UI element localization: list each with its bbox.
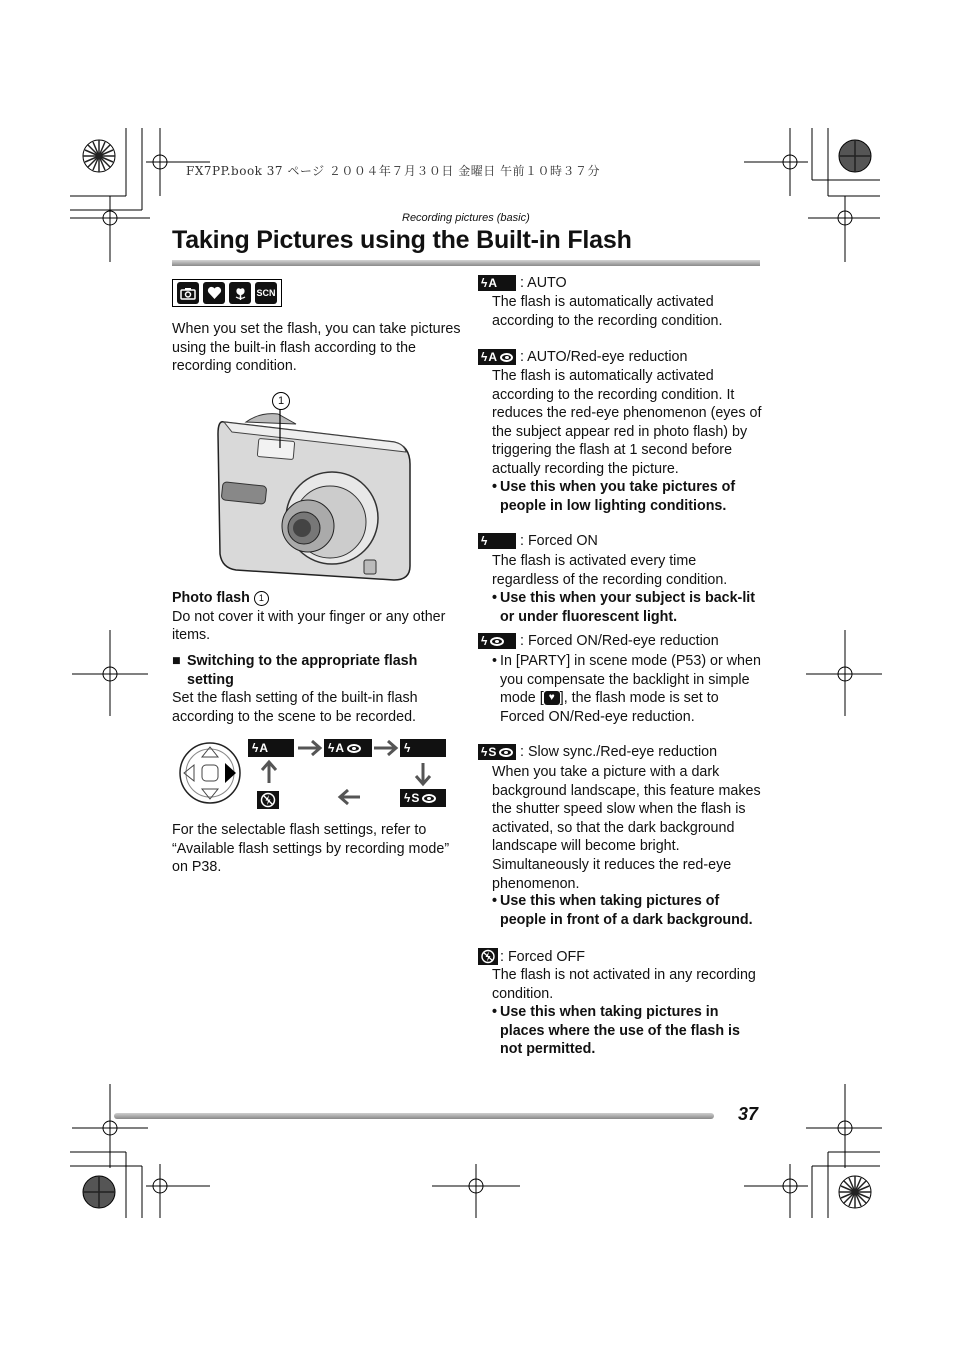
intro-text: When you set the flash, you can take pictures using the built-in flash according to the recording condition. xyxy=(172,321,461,375)
diagram-auto-redeye-badge: ϟA xyxy=(324,739,372,757)
eye-icon xyxy=(499,748,513,757)
title-rule xyxy=(172,260,760,266)
flash-forced-on-redeye-badge: ϟ xyxy=(478,633,516,649)
bottom-rule xyxy=(114,1113,714,1119)
forced-on-redeye-row xyxy=(478,633,719,649)
callout-1: 1 xyxy=(272,392,290,410)
forced-on-redeye-label: : Forced ON/Red-eye reduction xyxy=(520,633,719,649)
forced-on-row xyxy=(478,533,598,549)
bullet-dot: • xyxy=(492,653,498,669)
slow-sync-row xyxy=(478,744,717,760)
photo-flash-callout: 1 xyxy=(254,591,269,606)
forced-on-bullet: • Use this when your subject is back-lit or under fluorescent light. xyxy=(492,590,756,625)
scn-icon: SCN xyxy=(255,282,277,304)
photo-flash-text: Do not cover it with your finger or any other items. xyxy=(172,608,446,644)
flash-cycle-diagram xyxy=(178,737,458,811)
photo-flash-block xyxy=(172,589,462,645)
bullet-dot: • xyxy=(492,1004,498,1020)
square-bullet-icon: ■ xyxy=(172,653,181,669)
auto-redeye-row xyxy=(478,349,687,365)
switch-heading-row xyxy=(172,652,462,689)
slow-sync-label: : Slow sync./Red-eye reduction xyxy=(520,744,718,760)
macro-icon xyxy=(229,282,251,304)
flash-forced-on-badge: ϟ xyxy=(478,533,516,549)
eye-icon xyxy=(490,637,504,646)
heart-icon xyxy=(203,282,225,304)
flash-slow-sync-badge: ϟS xyxy=(478,744,516,760)
heart-icon: ♥ xyxy=(544,691,560,705)
flash-auto-redeye-badge: ϟA xyxy=(478,349,516,365)
flash-off-icon xyxy=(478,948,498,965)
section-label: Recording pictures (basic) xyxy=(402,212,530,224)
photo-flash-heading: Photo flash xyxy=(172,590,250,606)
forced-on-text: The flash is activated every time regardless of the recording condition. xyxy=(492,553,728,588)
auto-text: The flash is automatically activated according to the recording condition. xyxy=(492,294,723,329)
print-header: FX7PP.book 37 ページ ２００４年７月３０日 金曜日 午前１０時３７分 xyxy=(186,164,601,178)
forced-off-label: : Forced OFF xyxy=(500,948,585,965)
switch-heading: Switching to the appropriate flash setting xyxy=(187,653,418,688)
auto-redeye-bullet: • Use this when you take pictures of people in low lighting conditions. xyxy=(492,479,736,514)
diagram-auto-badge: ϟA xyxy=(248,739,294,757)
cycle-arrows xyxy=(178,737,458,811)
forced-off-text: The flash is not activated in any recording condition. xyxy=(492,967,756,1002)
slow-sync-text: When you take a picture with a dark background landscape, this feature makes the shutter speed slow when the flash is activated, so that the dark background landscape will become bright. Simultaneously it reduces the red-eye phenomenon. xyxy=(492,764,761,892)
page-title: Taking Pictures using the Built-in Flash xyxy=(172,226,632,254)
camera-icon xyxy=(177,282,199,304)
refer-text: For the selectable flash settings, refer to “Available flash settings by recording mode” on P38. xyxy=(172,822,450,876)
forced-on-redeye-bullet: • In [PARTY] in scene mode (P53) or when you compensate the backlight in simple mode [ ♥ ], the flash mode is set to Forced ON/Red-eye reduction. xyxy=(492,653,761,725)
bullet-dot: • xyxy=(492,590,498,606)
diagram-forced-on-badge: ϟ xyxy=(400,739,446,757)
page-number: 37 xyxy=(738,1104,759,1124)
forced-on-label: : Forced ON xyxy=(520,533,598,549)
flash-auto-badge: ϟA xyxy=(478,275,516,291)
auto-row xyxy=(478,275,567,291)
eye-icon xyxy=(500,353,513,362)
auto-label: : AUTO xyxy=(520,275,567,291)
bullet-dot: • xyxy=(492,893,498,909)
switch-text: Set the flash setting of the built-in flash according to the scene to be recorded. xyxy=(172,690,418,725)
diagram-slow-sync-badge: ϟS xyxy=(400,789,446,807)
auto-redeye-label: : AUTO/Red-eye reduction xyxy=(520,349,688,365)
bullet-dot: • xyxy=(492,479,498,495)
mode-icons xyxy=(172,279,282,307)
slow-sync-bullet: • Use this when taking pictures of people in front of a dark background. xyxy=(492,893,753,928)
auto-redeye-text: The flash is automatically activated according to the recording condition. It reduces the red-eye phenomenon (eyes of the subject appear red in photo flash) by triggering the flash at 1 second before actually recording the picture. xyxy=(492,368,762,477)
forced-off-row xyxy=(478,948,585,965)
forced-off-bullet: • Use this when taking pictures in places where the use of the flash is not permitted. xyxy=(492,1004,740,1058)
camera-illustration xyxy=(214,388,414,584)
